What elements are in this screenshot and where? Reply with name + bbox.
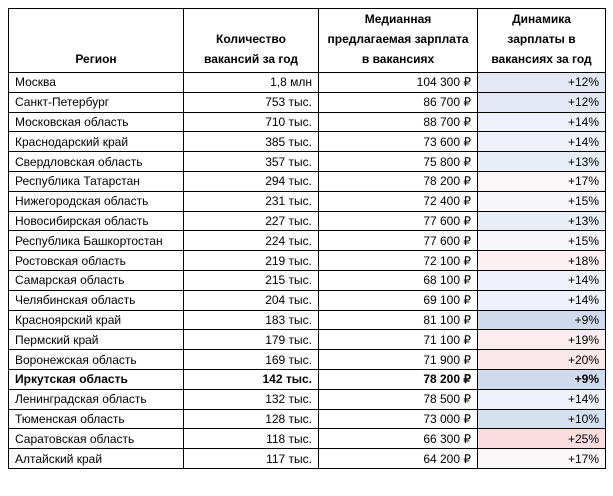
region-cell: Алтайский край <box>9 449 184 469</box>
header-region <box>9 9 184 73</box>
salary-cell: 68 100 ₽ <box>319 270 478 290</box>
table-row <box>9 171 606 191</box>
region-cell: Красноярский край <box>9 310 184 330</box>
region-cell: Воронежская область <box>9 350 184 370</box>
region-cell: Тюменская область <box>9 409 184 429</box>
header-salary-line: в вакансиях <box>361 52 435 66</box>
dynamics-cell: +14% <box>478 270 606 290</box>
region-cell: Ростовская область <box>9 251 184 271</box>
table-row <box>9 191 606 211</box>
header-region-text: Регион <box>75 52 117 66</box>
header-dynamics-line: Динамика <box>512 12 571 26</box>
salary-cell: 72 100 ₽ <box>319 251 478 271</box>
dynamics-cell: +20% <box>478 350 606 370</box>
table-row <box>9 270 606 290</box>
header-dynamics-line: зарплаты в <box>507 32 576 46</box>
table-row <box>9 112 606 132</box>
header-salary-line: Медианная <box>364 12 432 26</box>
vacancies-cell: 710 тыс. <box>184 112 319 132</box>
dynamics-cell: +19% <box>478 330 606 350</box>
salary-cell: 69 100 ₽ <box>319 290 478 310</box>
dynamics-cell: +14% <box>478 112 606 132</box>
vacancies-cell: 219 тыс. <box>184 251 319 271</box>
table-row <box>9 409 606 429</box>
dynamics-cell: +18% <box>478 251 606 271</box>
dynamics-cell: +14% <box>478 132 606 152</box>
dynamics-cell: +15% <box>478 231 606 251</box>
region-cell: Республика Башкортостан <box>9 231 184 251</box>
table-row <box>9 449 606 469</box>
region-cell: Новосибирская область <box>9 211 184 231</box>
dynamics-cell: +12% <box>478 73 606 93</box>
dynamics-cell: +15% <box>478 191 606 211</box>
salary-cell: 77 600 ₽ <box>319 231 478 251</box>
table-row <box>9 350 606 370</box>
salary-cell: 75 800 ₽ <box>319 152 478 172</box>
vacancies-cell: 227 тыс. <box>184 211 319 231</box>
vacancies-cell: 357 тыс. <box>184 152 319 172</box>
region-cell: Свердловская область <box>9 152 184 172</box>
vacancies-cell: 231 тыс. <box>184 191 319 211</box>
region-cell: Иркутская область <box>9 369 184 389</box>
table-row <box>9 290 606 310</box>
vacancies-cell: 118 тыс. <box>184 429 319 449</box>
salary-cell: 78 500 ₽ <box>319 389 478 409</box>
table-row <box>9 330 606 350</box>
table-row <box>9 211 606 231</box>
salary-cell: 73 600 ₽ <box>319 132 478 152</box>
region-cell: Нижегородская область <box>9 191 184 211</box>
region-cell: Челябинская область <box>9 290 184 310</box>
table-row <box>9 73 606 93</box>
salary-cell: 72 400 ₽ <box>319 191 478 211</box>
header-row <box>9 9 606 73</box>
header-dynamics <box>478 9 606 73</box>
regions-salary-table <box>8 8 606 469</box>
salary-cell: 81 100 ₽ <box>319 310 478 330</box>
vacancies-cell: 385 тыс. <box>184 132 319 152</box>
header-salary <box>319 9 478 73</box>
vacancies-cell: 294 тыс. <box>184 171 319 191</box>
table-row <box>9 231 606 251</box>
salary-cell: 88 700 ₽ <box>319 112 478 132</box>
dynamics-cell: +12% <box>478 92 606 112</box>
dynamics-cell: +10% <box>478 409 606 429</box>
dynamics-cell: +17% <box>478 449 606 469</box>
table-row <box>9 251 606 271</box>
salary-cell: 73 000 ₽ <box>319 409 478 429</box>
vacancies-cell: 1,8 млн <box>184 73 319 93</box>
header-vacancies-line: Количество <box>216 32 286 46</box>
vacancies-cell: 179 тыс. <box>184 330 319 350</box>
region-cell: Московская область <box>9 112 184 132</box>
vacancies-cell: 169 тыс. <box>184 350 319 370</box>
region-cell: Саратовская область <box>9 429 184 449</box>
region-cell: Республика Татарстан <box>9 171 184 191</box>
vacancies-cell: 142 тыс. <box>184 369 319 389</box>
table-row <box>9 152 606 172</box>
region-cell: Ленинградская область <box>9 389 184 409</box>
table-row <box>9 429 606 449</box>
dynamics-cell: +9% <box>478 369 606 389</box>
dynamics-cell: +25% <box>478 429 606 449</box>
region-cell: Москва <box>9 73 184 93</box>
region-cell: Самарская область <box>9 270 184 290</box>
table-row <box>9 310 606 330</box>
dynamics-cell: +17% <box>478 171 606 191</box>
vacancies-cell: 753 тыс. <box>184 92 319 112</box>
dynamics-cell: +14% <box>478 290 606 310</box>
salary-cell: 78 200 ₽ <box>319 369 478 389</box>
vacancies-cell: 215 тыс. <box>184 270 319 290</box>
dynamics-cell: +13% <box>478 211 606 231</box>
region-cell: Пермский край <box>9 330 184 350</box>
table-row <box>9 92 606 112</box>
region-cell: Санкт-Петербург <box>9 92 184 112</box>
dynamics-cell: +9% <box>478 310 606 330</box>
salary-cell: 71 100 ₽ <box>319 330 478 350</box>
region-cell: Краснодарский край <box>9 132 184 152</box>
dynamics-cell: +13% <box>478 152 606 172</box>
header-vacancies-line: вакансий за год <box>203 52 299 66</box>
vacancies-cell: 204 тыс. <box>184 290 319 310</box>
header-vacancies <box>184 9 319 73</box>
header-salary-line: предлагаемая зарплата <box>327 32 469 46</box>
vacancies-cell: 183 тыс. <box>184 310 319 330</box>
vacancies-cell: 224 тыс. <box>184 231 319 251</box>
table-row <box>9 132 606 152</box>
table-row <box>9 389 606 409</box>
vacancies-cell: 117 тыс. <box>184 449 319 469</box>
salary-cell: 64 200 ₽ <box>319 449 478 469</box>
salary-cell: 86 700 ₽ <box>319 92 478 112</box>
salary-cell: 77 600 ₽ <box>319 211 478 231</box>
salary-cell: 78 200 ₽ <box>319 171 478 191</box>
vacancies-cell: 132 тыс. <box>184 389 319 409</box>
table-body <box>9 73 606 469</box>
table-row <box>9 369 606 389</box>
salary-cell: 104 300 ₽ <box>319 73 478 93</box>
dynamics-cell: +14% <box>478 389 606 409</box>
header-dynamics-line: вакансиях за год <box>491 52 592 66</box>
salary-cell: 71 900 ₽ <box>319 350 478 370</box>
salary-cell: 66 300 ₽ <box>319 429 478 449</box>
vacancies-cell: 128 тыс. <box>184 409 319 429</box>
